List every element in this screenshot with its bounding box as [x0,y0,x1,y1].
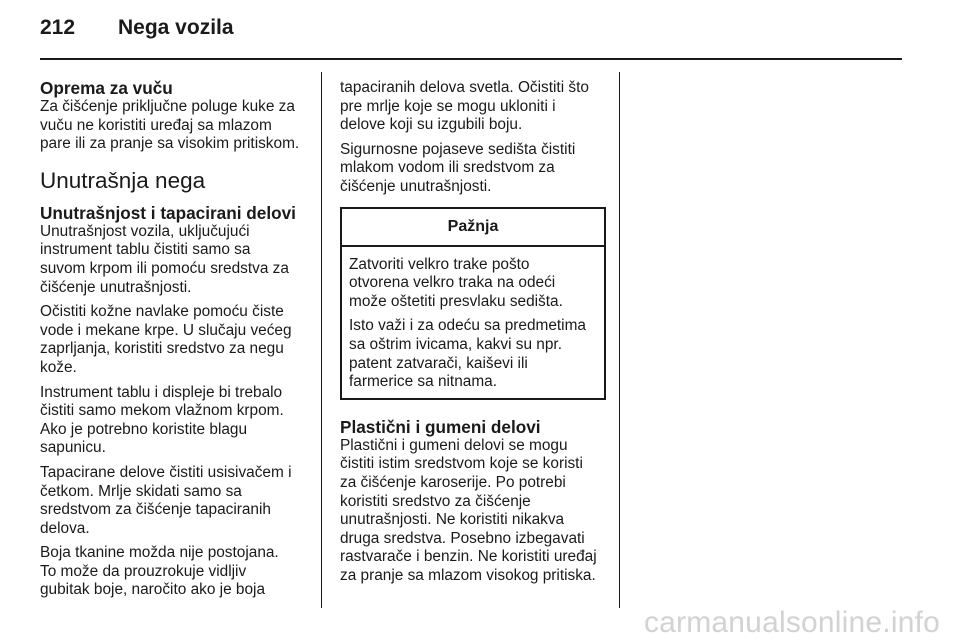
caution-notice [340,207,606,400]
paragraph-plastic: Plastični i gumeni delovi se mogu čistiti istim sredstvom koje se koristi za čišćenje karoserije. Po potrebi koristiti sredstvo za čišćenje unutrašnjosti. Ne koristiti nikakva druga sredstva. Posebno izbegavati rastvarače i benzin. Ne koristiti uređaj za pranje sa mlazom visokog pritiska. [340,436,597,584]
column-divider [619,72,620,608]
paragraph: Instrument tablu i displeje bi trebalo čistiti samo mekom vlažnom krpom. Ako je potrebno koristite blagu sapunicu. [40,383,284,457]
paragraph: Boja tkanine možda nije postojana. To može da prouzrokuje vidljiv gubitak boje, naročito ako je boja [40,544,279,599]
notice-title: Pažnja [342,209,604,247]
header-rule [40,58,902,60]
chapter-heading: Unutrašnja nega [40,167,206,193]
notice-paragraph: Isto važi i za odeću sa predmetima sa oštrim ivicama, kakvi su npr. patent zatvarači, kaiševi ili farmerice sa nitnama. [349,317,586,391]
paragraph: Očistiti kožne navlake pomoću čiste vode i mekane krpe. U slučaju većeg zaprljanja, koristiti sredstvo za negu kože. [40,303,292,376]
notice-body [342,247,604,398]
paragraph: Sigurnosne pojaseve sedišta čistiti mlakom vodom ili sredstvom za čišćenje unutrašnjosti. [340,140,576,195]
page-header [40,16,902,46]
paragraph: Unutrašnjost vozila, uključujući instrument tablu čistiti samo sa suvom krpom ili pomoću sredstva za čišćenje unutrašnjosti. [40,222,289,296]
page-number: 212 [40,16,76,39]
paragraph: Tapacirane delove čistiti usisivačem i četkom. Mrlje skidati samo sa sredstvom za čišćenje tapaciranih delova. [40,463,292,537]
right-column [340,79,608,591]
section-heading-plastic: Plastični i gumeni delovi [340,416,541,437]
paragraph: tapaciranih delova svetla. Očistiti što pre mrlje koje se mogu ukloniti i delove koji su izgubili boju. [340,79,589,134]
paragraph-towing: Za čišćenje priključne poluge kuke za vuču ne koristiti uređaj sa mlazom pare ili za pranje sa visokim pritiskom. [40,98,300,153]
section-heading-interior: Unutrašnjost i tapacirani delovi [40,202,296,223]
left-column [40,79,312,606]
section-heading-towing: Oprema za vuču [40,78,173,98]
column-divider [321,72,322,608]
running-title: Nega vozila [118,16,234,39]
notice-paragraph: Zatvoriti velkro trake pošto otvorena velkro traka na odeći može oštetiti presvlaku sedišta. [349,255,563,310]
watermark: carmanualsonline.info [643,606,940,639]
